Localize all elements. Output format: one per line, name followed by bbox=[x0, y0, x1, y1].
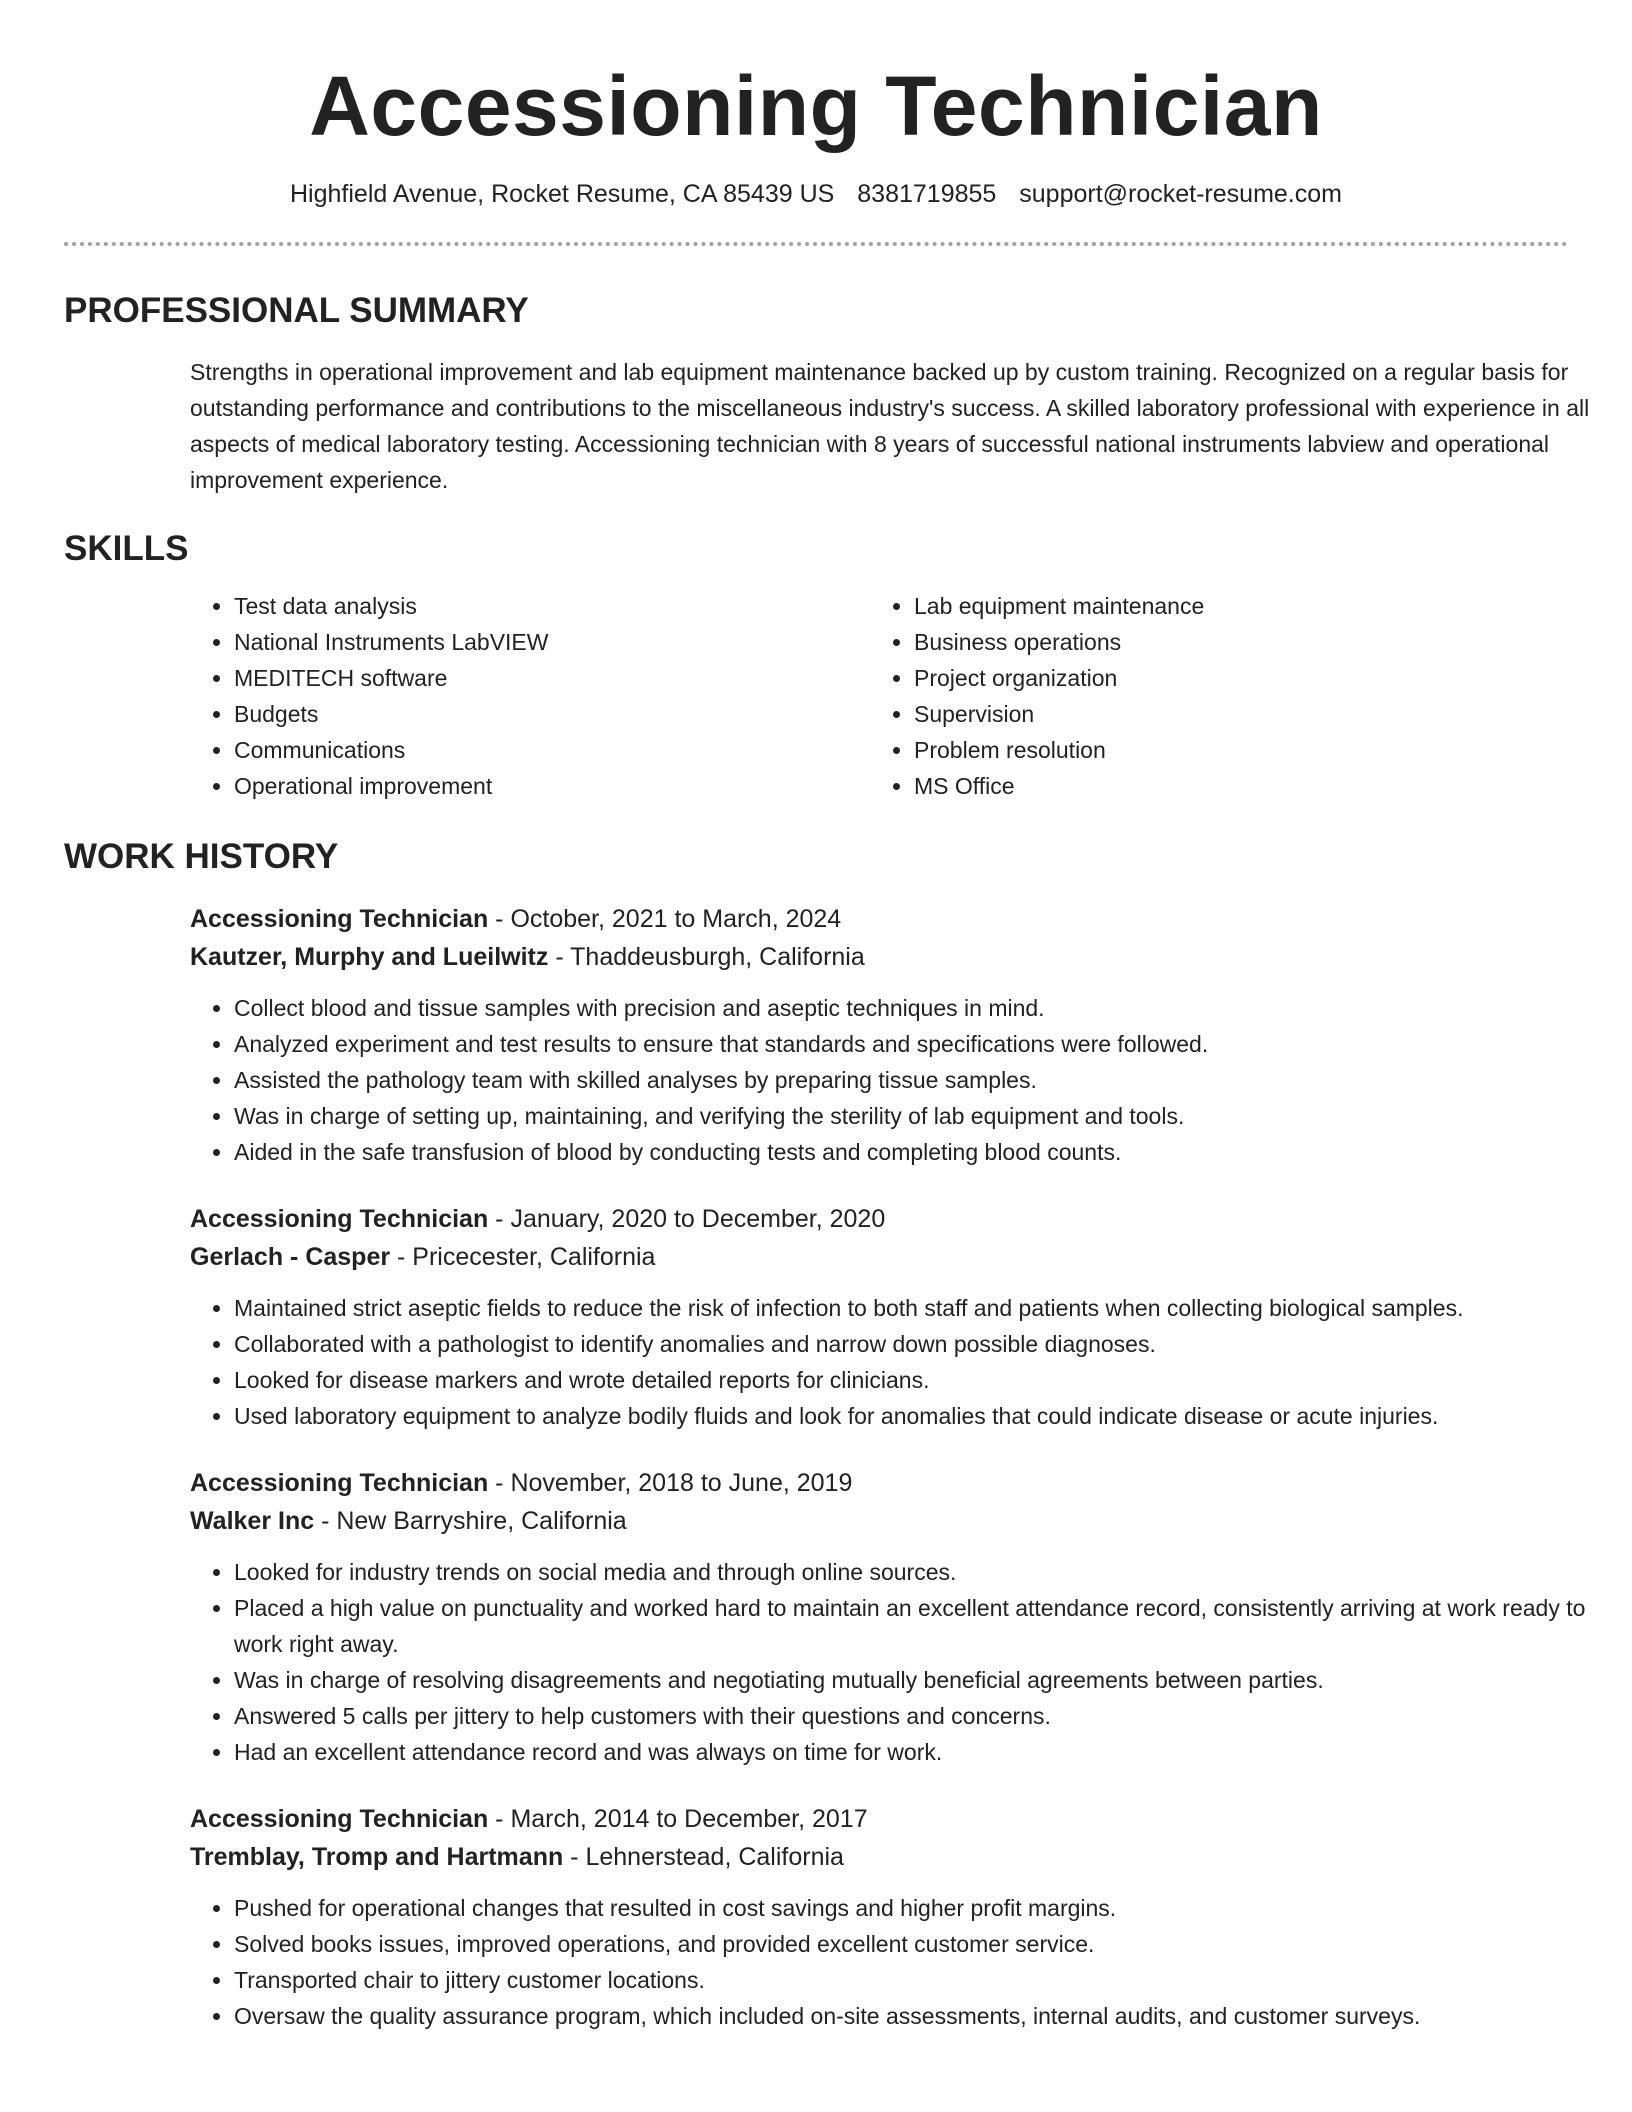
work-history-title: WORK HISTORY bbox=[64, 837, 339, 876]
job-location: - Pricecester, California bbox=[390, 1243, 656, 1271]
skill-item: • MEDITECH software bbox=[234, 660, 870, 696]
job-entry bbox=[190, 1464, 1632, 1770]
job-bullets bbox=[190, 990, 1632, 1170]
job-bullet: • Transported chair to jittery customer locations. bbox=[234, 1962, 1632, 1998]
summary-section bbox=[64, 290, 1590, 498]
skills-title: SKILLS bbox=[64, 529, 189, 568]
job-company: Walker Inc bbox=[190, 1507, 315, 1535]
skill-item: • Test data analysis bbox=[234, 588, 870, 624]
job-location: - Lehnerstead, California bbox=[563, 1843, 844, 1871]
contact-email[interactable]: support@rocket-resume.com bbox=[1019, 180, 1342, 208]
job-title-line bbox=[190, 1200, 1632, 1238]
job-title-line bbox=[190, 1464, 1632, 1502]
job-bullet: • Was in charge of resolving disagreements and negotiating mutually beneficial agreements between parties. bbox=[234, 1662, 1632, 1698]
skill-item: • Communications bbox=[234, 732, 870, 768]
job-bullet: • Collaborated with a pathologist to identify anomalies and narrow down possible diagnoses. bbox=[234, 1326, 1632, 1362]
job-bullet: • Used laboratory equipment to analyze bodily fluids and look for anomalies that could indicate disease or acute injuries. bbox=[234, 1398, 1632, 1434]
job-bullets bbox=[190, 1890, 1632, 2034]
job-bullet: • Placed a high value on punctuality and worked hard to maintain an excellent attendance record, consistently arriving at work ready to work right away. bbox=[234, 1590, 1632, 1662]
job-company-line bbox=[190, 1238, 1632, 1276]
job-role: Accessioning Technician bbox=[190, 1469, 489, 1497]
job-role: Accessioning Technician bbox=[190, 1205, 489, 1233]
job-bullet: • Pushed for operational changes that resulted in cost savings and higher profit margins. bbox=[234, 1890, 1632, 1926]
summary-text: Strengths in operational improvement and lab equipment maintenance backed up by custom training. Recognized on a regular basis for outstanding performance and contributions to the miscellaneous industry's success. A skilled laboratory professional with experience in all aspects of medical laboratory testing. Accessioning technician with 8 years of successful national instruments labview and operational improvement experience. bbox=[190, 359, 1590, 493]
job-entry bbox=[190, 1800, 1632, 2034]
job-dates: - January, 2020 to December, 2020 bbox=[488, 1205, 886, 1233]
skill-item: • Lab equipment maintenance bbox=[914, 588, 1550, 624]
job-bullet: • Analyzed experiment and test results to ensure that standards and specifications were followed. bbox=[234, 1026, 1632, 1062]
job-company-line bbox=[190, 938, 1632, 976]
job-dates: - November, 2018 to June, 2019 bbox=[488, 1469, 853, 1497]
job-title-line bbox=[190, 1800, 1632, 1838]
job-role: Accessioning Technician bbox=[190, 905, 489, 933]
skills-section bbox=[64, 528, 1568, 804]
job-bullets bbox=[190, 1554, 1632, 1770]
job-title-line bbox=[190, 900, 1632, 938]
job-bullet: • Assisted the pathology team with skilled analyses by preparing tissue samples. bbox=[234, 1062, 1632, 1098]
candidate-name: Accessioning Technician bbox=[309, 59, 1323, 153]
skill-item: • Problem resolution bbox=[914, 732, 1550, 768]
job-bullet: • Had an excellent attendance record and was always on time for work. bbox=[234, 1734, 1632, 1770]
job-company: Gerlach - Casper bbox=[190, 1243, 391, 1271]
skill-item: • National Instruments LabVIEW bbox=[234, 624, 870, 660]
skill-item: • Supervision bbox=[914, 696, 1550, 732]
job-location: - Thaddeusburgh, California bbox=[548, 943, 865, 971]
skill-item: • Budgets bbox=[234, 696, 870, 732]
skills-list bbox=[190, 588, 1568, 804]
job-role: Accessioning Technician bbox=[190, 1805, 489, 1833]
job-bullet: • Oversaw the quality assurance program, which included on-site assessments, internal audits, and customer surveys. bbox=[234, 1998, 1632, 2034]
skill-item: • Business operations bbox=[914, 624, 1550, 660]
job-entry bbox=[190, 1200, 1632, 1434]
job-company-line bbox=[190, 1838, 1632, 1876]
job-bullet: • Collect blood and tissue samples with precision and aseptic techniques in mind. bbox=[234, 990, 1632, 1026]
contact-phone: 8381719855 bbox=[857, 180, 997, 208]
job-bullets bbox=[190, 1290, 1632, 1434]
job-company: Tremblay, Tromp and Hartmann bbox=[190, 1843, 564, 1871]
job-company: Kautzer, Murphy and Lueilwitz bbox=[190, 943, 549, 971]
job-company-line bbox=[190, 1502, 1632, 1540]
job-bullet: • Aided in the safe transfusion of blood by conducting tests and completing blood counts. bbox=[234, 1134, 1632, 1170]
job-bullet: • Solved books issues, improved operations, and provided excellent customer service. bbox=[234, 1926, 1632, 1962]
skill-item: • MS Office bbox=[914, 768, 1550, 804]
skill-item: • Operational improvement bbox=[234, 768, 870, 804]
job-entry bbox=[190, 900, 1632, 1170]
contact-line bbox=[64, 178, 1568, 210]
work-history-section bbox=[64, 836, 1586, 2034]
job-bullet: • Maintained strict aseptic fields to reduce the risk of infection to both staff and patients when collecting biological samples. bbox=[234, 1290, 1632, 1326]
summary-title: PROFESSIONAL SUMMARY bbox=[64, 291, 529, 330]
job-dates: - October, 2021 to March, 2024 bbox=[488, 905, 842, 933]
job-bullet: • Was in charge of setting up, maintaining, and verifying the sterility of lab equipment and tools. bbox=[234, 1098, 1632, 1134]
skills-column-right bbox=[870, 588, 1550, 804]
job-location: - New Barryshire, California bbox=[314, 1507, 627, 1535]
header-divider bbox=[64, 242, 1568, 246]
contact-address: Highfield Avenue, Rocket Resume, CA 85439 US bbox=[290, 180, 835, 208]
skill-item: • Project organization bbox=[914, 660, 1550, 696]
job-bullet: • Answered 5 calls per jittery to help customers with their questions and concerns. bbox=[234, 1698, 1632, 1734]
skills-column-left bbox=[190, 588, 870, 804]
job-bullet: • Looked for industry trends on social media and through online sources. bbox=[234, 1554, 1632, 1590]
job-bullet: • Looked for disease markers and wrote detailed reports for clinicians. bbox=[234, 1362, 1632, 1398]
job-dates: - March, 2014 to December, 2017 bbox=[488, 1805, 868, 1833]
